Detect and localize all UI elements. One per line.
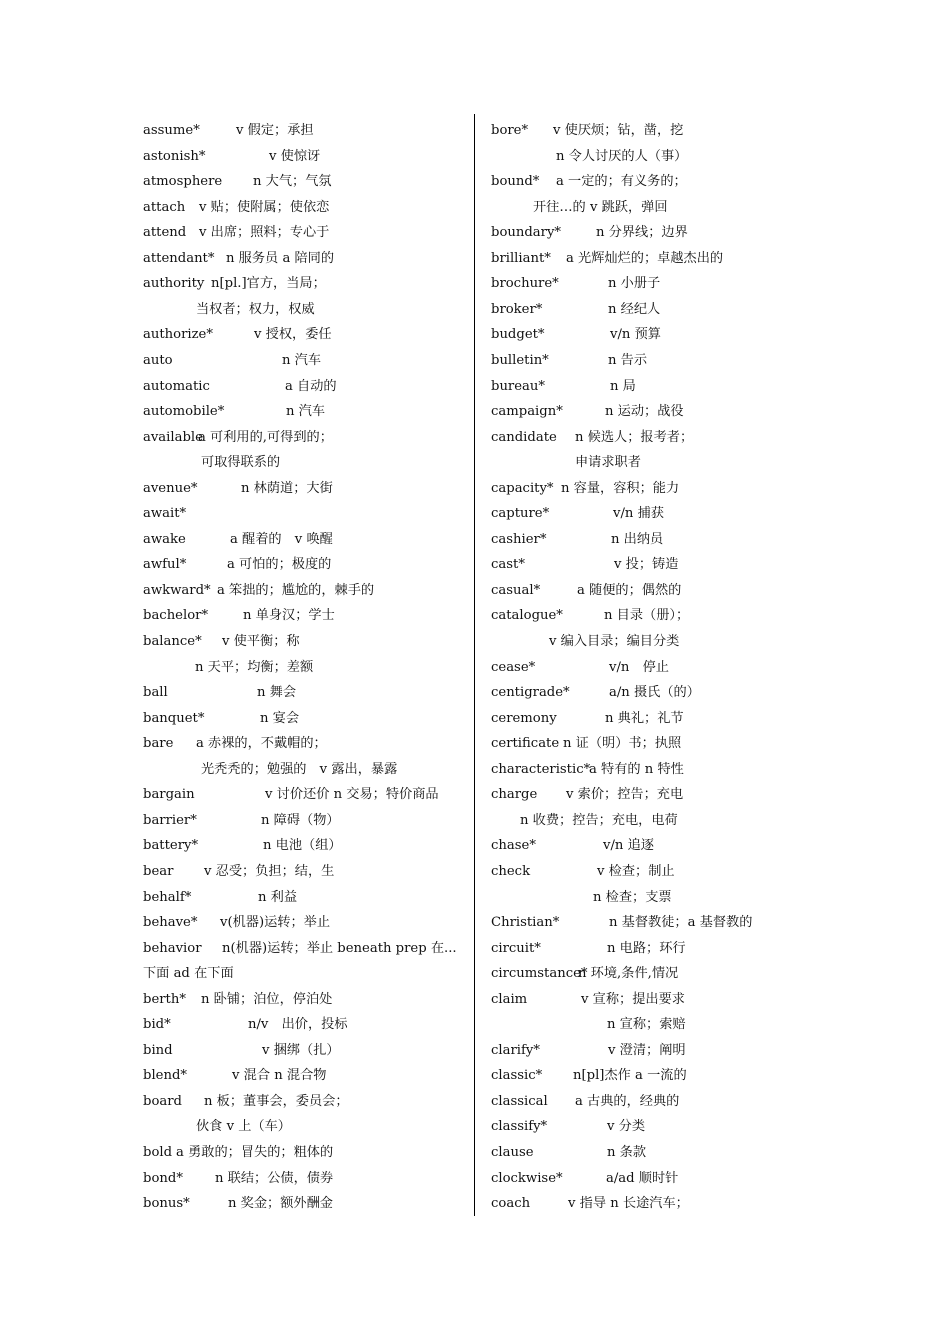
- vocab-entry: [491, 833, 654, 859]
- definition: n 卧铺；泊位，停泊处: [201, 991, 333, 1007]
- vocab-entry: [491, 399, 684, 425]
- vocab-entry: [143, 271, 326, 297]
- vocab-entry: [143, 1191, 333, 1217]
- headword: bureau*: [491, 378, 545, 394]
- definition: v 出席；照料；专心于: [199, 225, 330, 241]
- definition: v 授权，委任: [254, 327, 332, 343]
- vocab-entry: [143, 399, 326, 425]
- headword: assume*: [143, 123, 200, 138]
- definition: v 宣称；提出要求: [581, 991, 685, 1007]
- definition: n 汽车: [282, 352, 322, 368]
- definition: v 分类: [607, 1119, 646, 1135]
- headword: attend: [143, 225, 187, 241]
- vocab-entry: [143, 144, 321, 170]
- headword: classify*: [491, 1119, 548, 1135]
- vocab-entry: [143, 680, 297, 706]
- vocab-entry: [143, 118, 314, 144]
- definition: v 澄清；阐明: [608, 1042, 686, 1058]
- headword: brilliant*: [491, 250, 551, 266]
- vocab-entry: [143, 706, 300, 732]
- headword: centigrade*: [491, 685, 570, 701]
- headword: await*: [143, 506, 187, 522]
- vocab-entry: [491, 1114, 646, 1140]
- headword: berth*: [143, 991, 186, 1007]
- definition: n 林荫道；大街: [241, 480, 333, 496]
- vocab-entry: [143, 552, 332, 578]
- definition: n 奖金；额外酬金: [228, 1196, 333, 1212]
- headword: classic*: [491, 1068, 543, 1084]
- headword: Christian*: [491, 915, 560, 931]
- definition: n 利益: [258, 889, 298, 905]
- definition: a 勇敢的；冒失的；粗体的: [176, 1145, 334, 1160]
- headword: atmosphere: [143, 174, 223, 190]
- headword: bargain: [143, 787, 195, 803]
- vocab-entry: [491, 1191, 689, 1217]
- definition: v 捆绑（扎）: [262, 1042, 340, 1058]
- definition: a 特有的 n 特性: [589, 761, 684, 777]
- definition: n 候选人；报考者；: [575, 429, 694, 445]
- definition: a 自动的: [285, 378, 337, 394]
- vocab-entry: [143, 1063, 327, 1089]
- headword: chase*: [491, 838, 536, 854]
- definition: n 宴会: [260, 710, 300, 726]
- vocab-entry: [491, 1140, 647, 1166]
- headword: bore*: [491, 123, 529, 138]
- vocab-entry: [491, 527, 664, 553]
- definition: n/v 出价，投标: [248, 1017, 348, 1033]
- vocab-entry: [491, 297, 661, 323]
- definition: 可取得联系的: [201, 455, 281, 471]
- vocab-entry: [143, 629, 300, 655]
- definition: n 证（明）书；执照: [563, 736, 682, 752]
- definition: n 环境,条件,情况: [578, 966, 679, 982]
- headword: battery*: [143, 838, 199, 854]
- headword: candidate: [491, 429, 557, 445]
- definition: v 投；铸造: [614, 557, 679, 573]
- headword: cast*: [491, 557, 525, 573]
- definition: n 服务员 a 陪同的: [226, 250, 335, 266]
- headword: claim: [491, 991, 528, 1007]
- vocab-entry: [143, 246, 335, 272]
- definition: n 汽车: [286, 404, 326, 420]
- headword: automobile*: [143, 404, 225, 420]
- vocab-entry: [143, 1089, 349, 1115]
- definition: n 板；董事会，委员会；: [204, 1093, 349, 1109]
- headword: budget*: [491, 327, 545, 343]
- headword: catalogue*: [491, 608, 563, 624]
- headword: banquet*: [143, 710, 205, 726]
- headword: bachelor*: [143, 608, 209, 624]
- vocab-entry: [143, 476, 333, 502]
- definition: n[pl.]官方，当局；: [211, 276, 326, 292]
- headword: bond*: [143, 1170, 183, 1186]
- definition: n 容量，容积；能力: [561, 480, 680, 496]
- vocab-entry: [491, 476, 680, 502]
- headword: blend*: [143, 1068, 187, 1084]
- definition: a 光辉灿烂的；卓越杰出的: [566, 250, 724, 266]
- vocab-entry: [491, 118, 684, 144]
- vocab-entry: [491, 169, 687, 195]
- definition: v 检查；制止: [597, 863, 675, 879]
- vocab-entry: [491, 655, 669, 681]
- definition: a 一定的；有义务的；: [556, 174, 687, 190]
- headword: bold: [143, 1145, 173, 1160]
- headword: bound*: [491, 174, 540, 190]
- definition: a 古典的，经典的: [575, 1093, 680, 1109]
- vocab-entry: [143, 425, 333, 451]
- headword: characteristic*: [491, 761, 591, 777]
- definition: v 索价；控告；充电: [566, 787, 684, 803]
- definition: v 使厌烦；钻，凿，挖: [553, 123, 684, 138]
- definition: a/ad 顺时针: [606, 1170, 679, 1186]
- headword: awake: [143, 531, 186, 547]
- definition: a/n 摄氏（的）: [609, 685, 700, 701]
- headword: capacity*: [491, 480, 554, 496]
- definition: n 单身汉；学士: [243, 608, 335, 624]
- definition: n(机器)运转；举止 beneath prep 在...: [222, 940, 457, 956]
- vocab-entry: [143, 374, 337, 400]
- vocab-entry: [491, 1166, 679, 1192]
- definition: n 基督教徒；a 基督教的: [609, 915, 753, 931]
- definition: a 可利用的,可得到的；: [198, 429, 333, 445]
- headword: bear: [143, 863, 174, 879]
- vocab-entry: [143, 169, 332, 195]
- definition: n 局: [610, 378, 636, 394]
- vocab-entry: [143, 1140, 333, 1166]
- column-divider: [474, 114, 475, 1216]
- headword: capture*: [491, 506, 550, 522]
- headword: broker*: [491, 301, 543, 317]
- vocab-entry: [143, 220, 330, 246]
- headword: bare: [143, 736, 174, 752]
- vocab-entry: [143, 859, 335, 885]
- headword: authorize*: [143, 327, 213, 343]
- headword: classical: [491, 1093, 548, 1109]
- headword: brochure*: [491, 276, 559, 292]
- definition: n 条款: [607, 1145, 647, 1160]
- definition: 当权者；权力，权威: [196, 301, 315, 317]
- definition: v 指导 n 长途汽车；: [568, 1196, 689, 1212]
- headword: ceremony: [491, 710, 557, 726]
- headword: behave*: [143, 915, 198, 931]
- vocab-entry: [143, 1166, 334, 1192]
- vocab-entry: [491, 603, 690, 629]
- vocab-entry: [491, 987, 685, 1013]
- definition: n 舞会: [257, 685, 297, 701]
- headword: attach: [143, 199, 186, 215]
- headword: authority: [143, 276, 205, 292]
- vocab-entry: [491, 859, 675, 885]
- vocab-entry: [491, 220, 688, 246]
- definition: n 检查；支票: [593, 889, 672, 905]
- definition: v 讨价还价 n 交易；特价商品: [265, 787, 439, 803]
- headword: bonus*: [143, 1196, 190, 1212]
- definition: n 告示: [608, 352, 648, 368]
- headword: coach: [491, 1196, 531, 1212]
- definition: n 障碍（物）: [261, 812, 340, 828]
- vocab-entry: [491, 374, 636, 400]
- definition: v 使平衡；称: [222, 634, 300, 649]
- headword: certificate: [491, 736, 560, 752]
- vocab-entry: [491, 322, 661, 348]
- headword: automatic: [143, 378, 210, 394]
- definition: n 电路；环行: [607, 940, 686, 956]
- headword: cashier*: [491, 531, 547, 547]
- definition: n 天平；均衡；差额: [195, 659, 314, 675]
- vocab-entry: [143, 603, 335, 629]
- headword: balance*: [143, 634, 202, 649]
- headword: bulletin*: [491, 352, 549, 368]
- vocab-entry: [143, 322, 332, 348]
- vocab-entry: [143, 578, 375, 604]
- vocab-entry: [143, 501, 186, 527]
- headword: awful*: [143, 557, 187, 573]
- headword: clause: [491, 1145, 534, 1160]
- vocab-entry: [143, 910, 331, 936]
- definition: n 宣称；索赔: [607, 1017, 686, 1033]
- definition: a 随便的；偶然的: [577, 582, 682, 598]
- definition: 光秃秃的；勉强的 v 露出，暴露: [201, 761, 398, 777]
- vocab-entry: [491, 706, 684, 732]
- headword: auto: [143, 352, 173, 368]
- vocab-entry: [491, 246, 724, 272]
- headword: cease*: [491, 659, 536, 675]
- headword: attendant*: [143, 250, 215, 266]
- definition: v 混合 n 混合物: [232, 1068, 327, 1084]
- headword: circuit*: [491, 940, 541, 956]
- vocab-entry: [143, 936, 457, 962]
- headword: bid*: [143, 1017, 171, 1033]
- definition: n 分界线；边界: [596, 225, 688, 241]
- vocab-entry: [491, 1038, 686, 1064]
- headword: circumstance*: [491, 966, 588, 982]
- vocab-entry: [143, 1038, 340, 1064]
- vocab-entry: [491, 782, 684, 808]
- definition: v 忍受；负担；结，生: [204, 863, 335, 879]
- definition: v 贴；使附属；使依恋: [199, 199, 330, 215]
- vocab-entry: [143, 348, 322, 374]
- vocab-entry: [143, 885, 298, 911]
- vocab-entry: [491, 961, 679, 987]
- vocab-entry: [143, 731, 327, 757]
- definition: 下面 ad 在下面: [143, 966, 234, 982]
- vocab-entry: [491, 910, 753, 936]
- vocab-entry: [143, 527, 333, 553]
- definition: v/n 追逐: [603, 838, 654, 854]
- definition: v 使惊讶: [269, 148, 321, 164]
- headword: charge: [491, 787, 538, 803]
- headword: clarify*: [491, 1042, 540, 1058]
- headword: casual*: [491, 582, 541, 598]
- vocab-entry: [491, 271, 661, 297]
- headword: available: [143, 429, 203, 445]
- definition: v/n 预算: [610, 327, 661, 343]
- vocab-entry: [491, 936, 686, 962]
- headword: avenue*: [143, 480, 198, 496]
- vocab-entry: [143, 808, 340, 834]
- definition: a 赤裸的，不戴帽的；: [196, 736, 327, 752]
- definition: n 经纪人: [608, 301, 661, 317]
- definition: 申请求职者: [575, 455, 641, 471]
- definition: v/n 捕获: [613, 506, 664, 522]
- definition: n 大气；气氛: [253, 174, 332, 190]
- vocab-entry: [491, 1089, 680, 1115]
- headword: clockwise*: [491, 1170, 563, 1186]
- definition: v(机器)运转；举止: [220, 915, 331, 931]
- definition: n 收费；控告；充电，电荷: [520, 812, 678, 828]
- vocab-entry: [491, 731, 682, 757]
- definition: n 目录（册）；: [604, 608, 690, 624]
- definition: v/n 停止: [609, 659, 669, 675]
- definition: n 小册子: [608, 276, 661, 292]
- definition: v 编入目录；编目分类: [549, 634, 680, 649]
- vocab-entry: [143, 1012, 348, 1038]
- definition: n 令人讨厌的人（事）: [556, 148, 688, 164]
- definition: 开往…的 v 跳跃，弹回: [533, 199, 668, 215]
- definition: a 可怕的；极度的: [227, 557, 332, 573]
- vocab-entry: [143, 782, 439, 808]
- vocab-entry: [491, 552, 679, 578]
- vocab-entry: [491, 501, 664, 527]
- vocab-entry: [143, 195, 330, 221]
- definition: 伙食 v 上（车）: [196, 1119, 291, 1135]
- definition: n 典礼；礼节: [605, 710, 684, 726]
- vocab-entry: [491, 680, 700, 706]
- definition: n 运动；战役: [605, 404, 684, 420]
- headword: bind: [143, 1042, 173, 1058]
- vocab-entry: [491, 1063, 687, 1089]
- headword: behavior: [143, 940, 202, 956]
- vocab-entry: [143, 987, 333, 1013]
- headword: check: [491, 863, 531, 879]
- vocab-entry: [491, 578, 682, 604]
- definition: n 电池（组）: [263, 838, 342, 854]
- vocab-entry: [491, 425, 694, 451]
- definition: v 假定；承担: [236, 123, 314, 138]
- vocab-entry: [491, 757, 684, 783]
- vocab-entry: [143, 833, 342, 859]
- headword: board: [143, 1093, 182, 1109]
- headword: ball: [143, 685, 168, 701]
- headword: awkward*: [143, 582, 211, 598]
- definition: n[pl]杰作 a 一流的: [573, 1068, 687, 1084]
- definition: a 笨拙的；尴尬的，棘手的: [217, 582, 375, 598]
- headword: boundary*: [491, 225, 562, 241]
- vocab-entry: [491, 348, 648, 374]
- definition: n 出纳员: [611, 531, 664, 547]
- headword: behalf*: [143, 889, 192, 905]
- headword: barrier*: [143, 812, 197, 828]
- definition: a 醒着的 v 唤醒: [230, 531, 333, 547]
- headword: campaign*: [491, 404, 563, 420]
- definition: n 联结；公债，债券: [215, 1170, 334, 1186]
- headword: astonish*: [143, 148, 206, 164]
